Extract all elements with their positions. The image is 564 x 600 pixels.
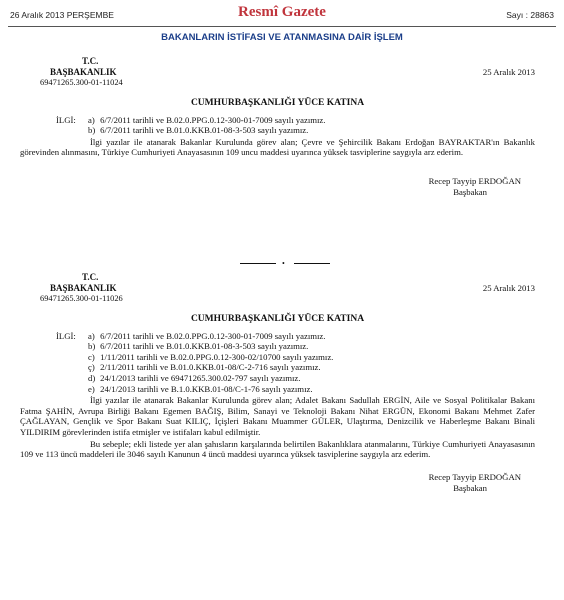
signature-block [20, 472, 535, 496]
reference-label: İLGİ: [56, 114, 76, 125]
letterhead-tc: T.C. [82, 272, 99, 282]
separator-dot: • [282, 259, 285, 268]
reference-item: a) 6/7/2011 tarihli ve B.02.0.PPG.0.12-300-01-7009 sayılı yazımız. [88, 114, 326, 125]
signer-name: Recep Tayyip ERDOĞAN [428, 471, 521, 482]
letterhead [20, 272, 535, 304]
reference-number: 69471265.300-01-11024 [40, 78, 123, 87]
reference-item: d) 24/1/2013 tarihli ve 69471265.300.02-797 sayılı yazımız. [88, 372, 301, 383]
reference-number: 69471265.300-01-11026 [40, 294, 123, 303]
document-separator [240, 258, 330, 268]
reference-item: b) 6/7/2011 tarihli ve B.01.0.KKB.01-08-3-503 sayılı yazımız. [88, 125, 309, 136]
addressee-title: CUMHURBAŞKANLIĞI YÜCE KATINA [190, 98, 365, 108]
letterhead [20, 56, 535, 88]
body-paragraph: Bu sebeple; ekli listede yer alan şahısların karşılarında belirtilen Bakanlıklara atanmalarını, Türkiye Cumhuriyeti Anayasasının 109 ve 113 üncü maddeleri ile 3046 sayılı Kanunun 4 üncü maddesi uyarınca yüksek tasviplerine saygıyla arz ederim. [20, 438, 535, 460]
letterhead-office: BAŞBAKANLIK [50, 283, 117, 293]
reference-list [20, 331, 535, 395]
reference-item: b) 6/7/2011 tarihli ve B.01.0.KKB.01-08-3-503 sayılı yazımız. [88, 341, 309, 352]
separator-line [240, 263, 276, 264]
signer-title: Başbakan [453, 186, 487, 197]
signer-title: Başbakan [453, 482, 487, 493]
decree-document-1 [20, 56, 535, 200]
signer-name: Recep Tayyip ERDOĞAN [428, 175, 521, 186]
masthead-issue: Sayı : 28863 [506, 10, 554, 20]
document-date: 25 Aralık 2013 [482, 283, 535, 293]
body-paragraph: İlgi yazılar ile atanarak Bakanlar Kurulunda görev alan; Çevre ve Şehircilik Bakanı Erdoğan BAYRAKTAR'ın Bakanlık görevinden alınmasını, Türkiye Cumhuriyeti Anayasasının 109 uncu maddesi uyarınca yüksek tasviplerine saygıyla arz ederim. [20, 136, 535, 158]
masthead-date: 26 Aralık 2013 PERŞEMBE [10, 10, 114, 20]
addressee-title: CUMHURBAŞKANLIĞI YÜCE KATINA [190, 314, 365, 324]
masthead-title: Resmî Gazete [238, 4, 326, 20]
decree-document-2 [20, 272, 535, 496]
body-paragraph: İlgi yazılar ile atanarak Bakanlar Kurulunda görev alan; Adalet Bakanı Sadullah ERGİN, Aile ve Sosyal Politikalar Bakanı Fatma ŞAHİN, Avrupa Birliği Bakanı Egemen BAĞIŞ, Bilim, Sanayi ve Teknoloji Bakanı Nihat ERGÜN, Ekonomi Bakanı Mehmet Zafer ÇAĞLAYAN, Gençlik ve Spor Bakanı Suat KILIÇ, İçişleri Bakanı Muammer GÜLER, Ulaştırma, Denizcilik ve Haberleşme Bakanı Binali YILDIRIM görevlerinden istifa etmişler ve istifaları kabul edilmiştir. [20, 395, 535, 437]
separator-line [294, 263, 330, 264]
masthead [8, 4, 556, 27]
reference-item: ç) 2/11/2011 tarihli ve B.01.0.KKB.01-08/C-2-716 sayılı yazımız. [88, 362, 321, 373]
letterhead-tc: T.C. [82, 56, 99, 66]
reference-item: a) 6/7/2011 tarihli ve B.02.0.PPG.0.12-300-01-7009 sayılı yazımız. [88, 330, 326, 341]
letterhead-office: BAŞBAKANLIK [50, 67, 117, 77]
reference-item: e) 24/1/2013 tarihli ve B.1.0.KKB.01-08/C-1-76 sayılı yazımız. [88, 383, 313, 394]
reference-label: İLGİ: [56, 330, 76, 341]
signature-block [20, 176, 535, 200]
reference-item: c) 1/11/2011 tarihli ve B.02.0.PPG.0.12-300-02/10700 sayılı yazımız. [88, 351, 334, 362]
reference-list [20, 115, 535, 136]
document-date: 25 Aralık 2013 [482, 67, 535, 77]
section-title: BAKANLARIN İSTİFASI VE ATANMASINA DAİR İŞLEM [161, 32, 403, 43]
